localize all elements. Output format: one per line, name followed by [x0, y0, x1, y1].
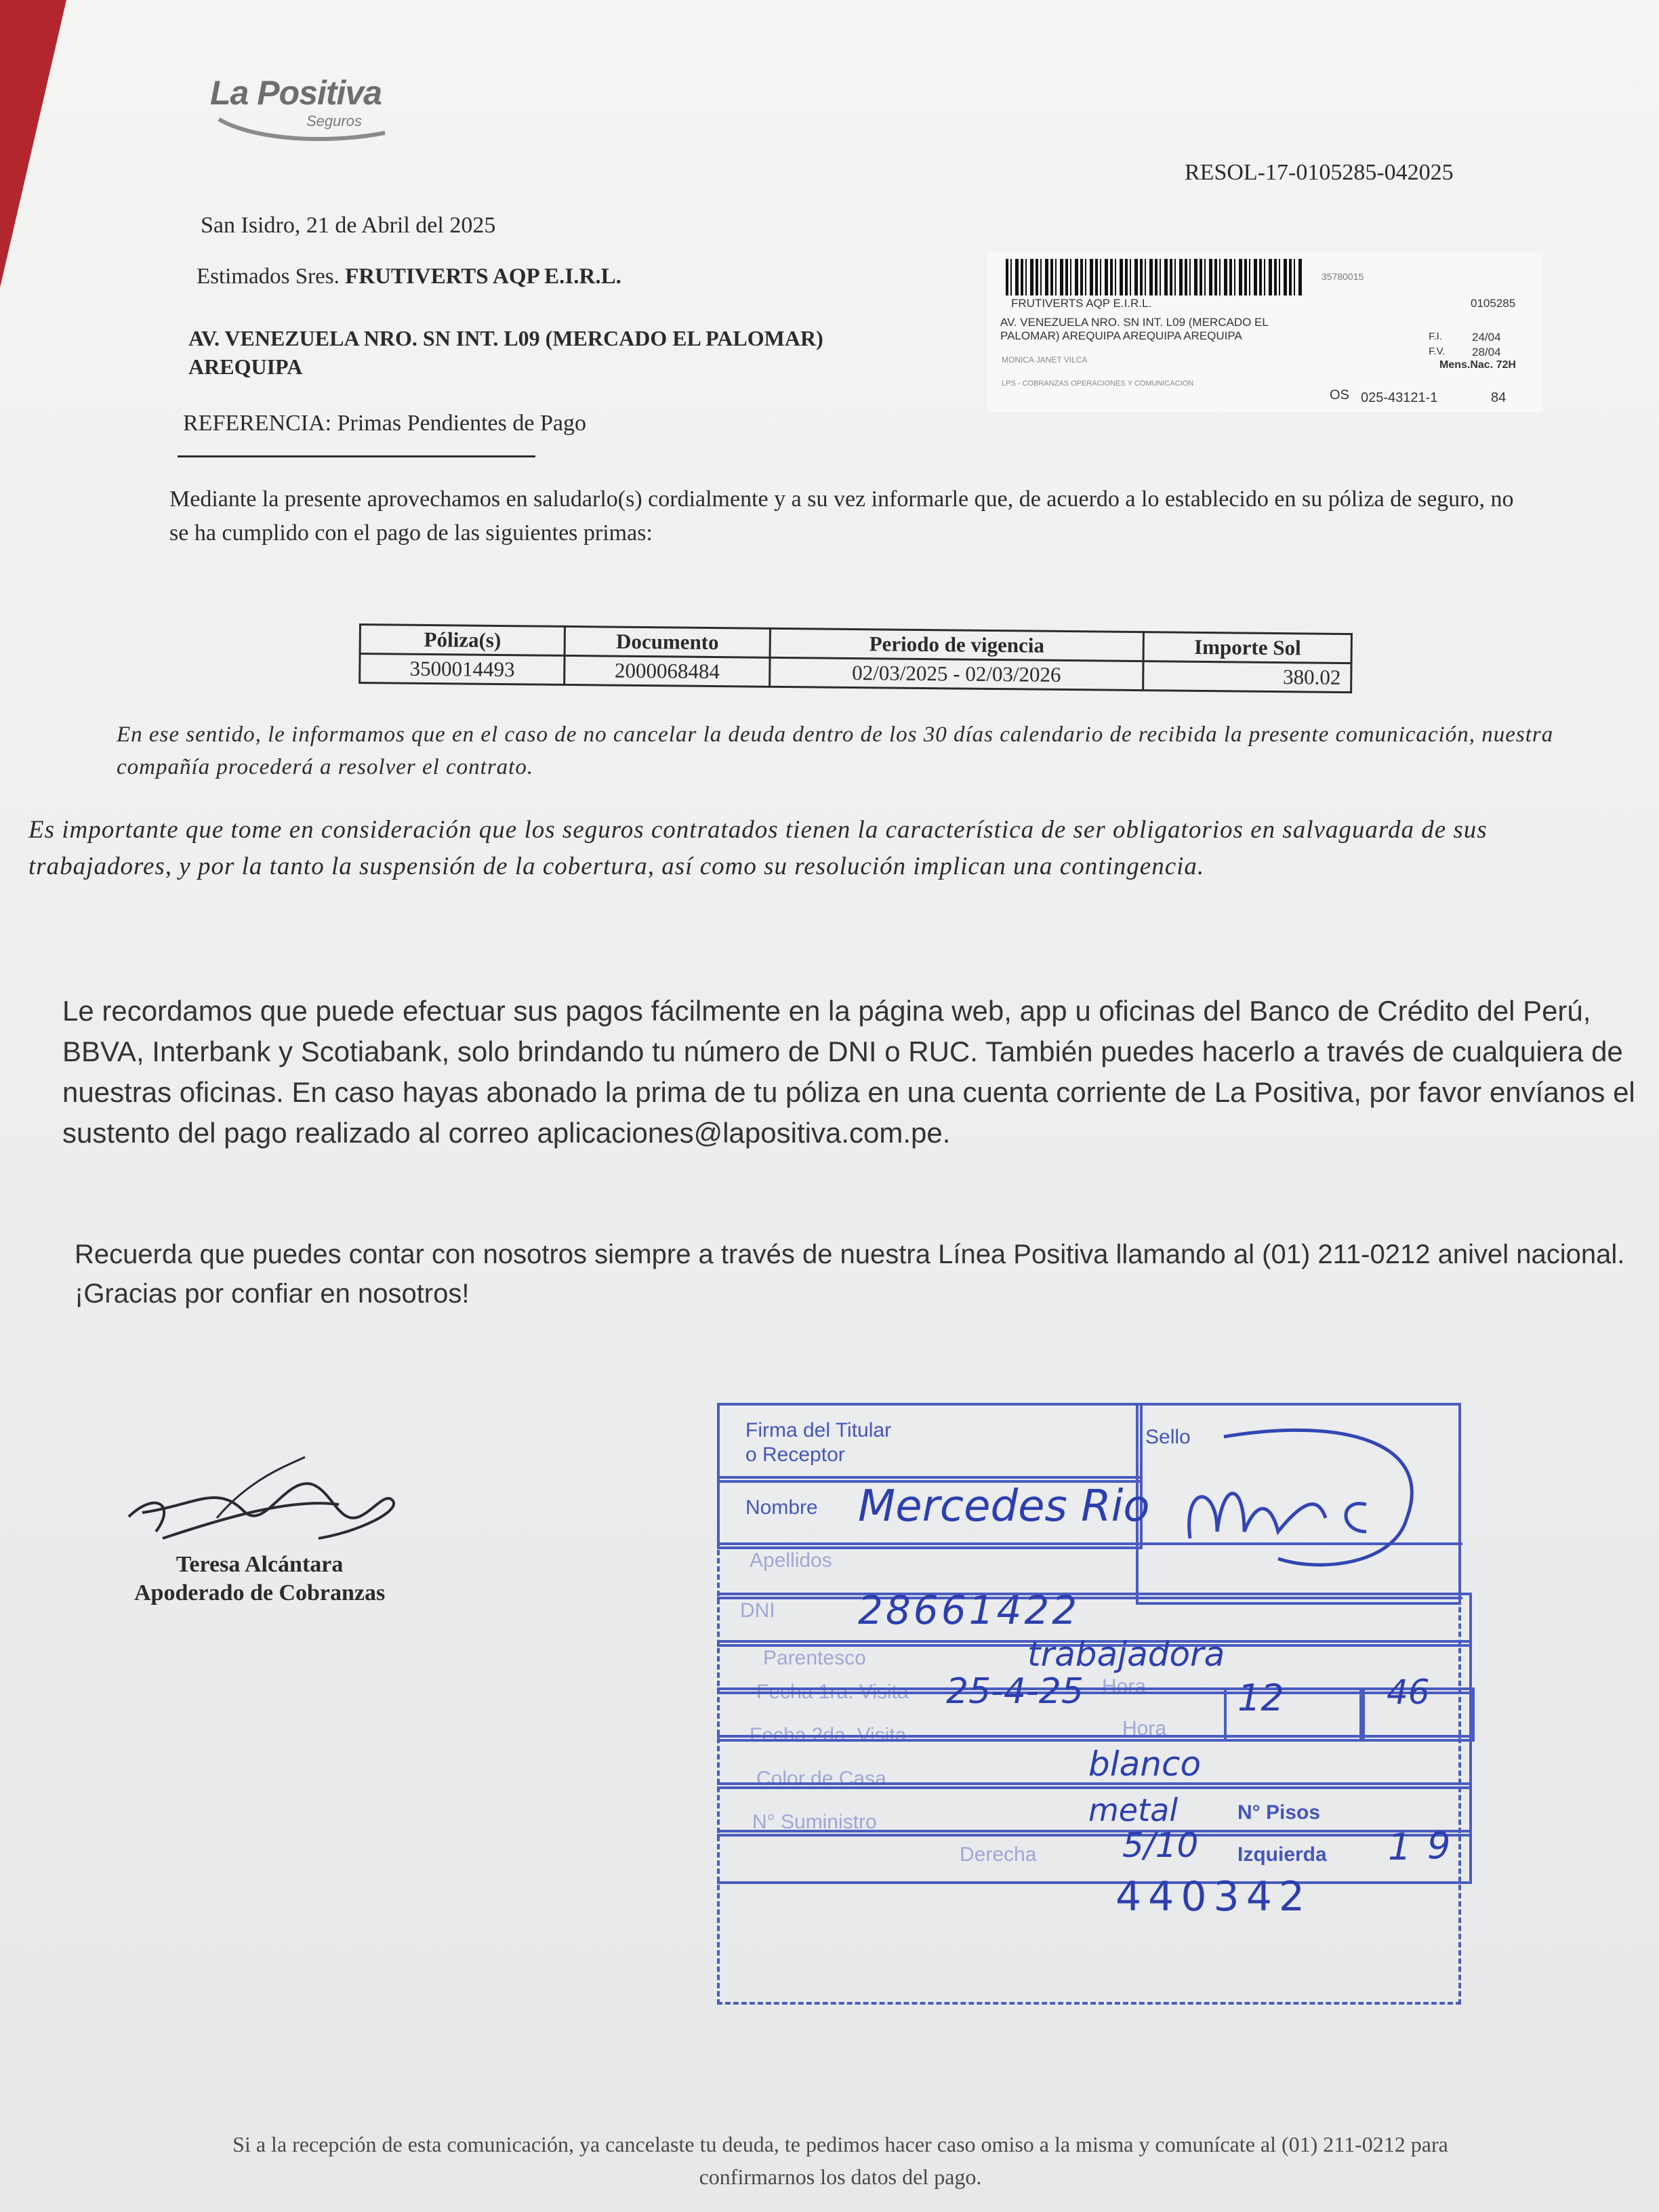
stamp-label-casa: Color de Casa	[756, 1767, 886, 1790]
label-service: Mens.Nac. 72H	[1439, 359, 1516, 371]
payment-paragraph: Le recordamos que puede efectuar sus pagos fácilmente en la página web, app u oficinas del Banco de Crédito del Perú, BBVA, Interbank y Scotiabank, solo brindando tu número de DNI o RUC. También puedes hacerlo a través de cualquiera de nuestras oficinas. En caso hayas abonado la prima de tu póliza en una cuenta corriente de La Positiva, por favor envíanos el sustento del pago realizado al correo aplicaciones@lapositiva.com.pe.	[62, 995, 1635, 1149]
handwritten-floors-2: 9	[1427, 1824, 1451, 1867]
reference-underline	[178, 455, 535, 457]
signer-title: Apoderado de Cobranzas	[134, 1580, 386, 1605]
logo-swoosh-icon	[216, 114, 392, 148]
policy-number: 3500014493	[360, 654, 565, 685]
stamp-label-izquierda: Izquierda	[1237, 1843, 1327, 1866]
mailing-label	[987, 252, 1542, 412]
handwritten-dni: 28661422	[858, 1587, 1080, 1633]
table-header: Periodo de vigencia	[770, 628, 1144, 661]
signature-icon	[115, 1437, 427, 1552]
label-fv: F.V.	[1429, 346, 1446, 357]
stamp-label-sello: Sello	[1145, 1426, 1191, 1448]
stamp-label-apellidos: Apellidos	[750, 1549, 832, 1572]
logo-subtitle: Seguros	[306, 112, 362, 129]
handwritten-floors: 1	[1388, 1826, 1412, 1868]
barcode-icon	[1006, 259, 1304, 295]
stamp-label-visita1: Fecha 1ra. Visita	[756, 1681, 909, 1703]
warning-paragraph: En ese sentido, le informamos que en el caso de no cancelar la deuda dentro de los 30 días calendario de recibida la presente comunicación, nuestra compañía procederá a resolver el contrato.	[117, 722, 1554, 779]
handwritten-date: 25-4-25	[946, 1671, 1084, 1712]
label-dept: LPS - COBRANZAS OPERACIONES Y COMUNICACION	[1002, 380, 1194, 388]
table-header: Importe Sol	[1143, 632, 1351, 663]
table-header: Documento	[565, 626, 770, 657]
letter-date: San Isidro, 21 de Abril del 2025	[201, 213, 496, 238]
stamp-label-firma: Firma del Titular	[745, 1419, 892, 1441]
stamp-cell	[717, 1403, 1143, 1483]
handwritten-minutes: 46	[1387, 1673, 1430, 1712]
stamp-label-hora2: Hora	[1122, 1717, 1167, 1740]
stamp-label-pisos: N° Pisos	[1237, 1801, 1321, 1824]
label-os-extra: 84	[1491, 390, 1507, 405]
amount: 380.02	[1143, 661, 1351, 693]
label-address: AV. VENEZUELA NRO. SN INT. L09 (MERCADO EL	[1000, 316, 1269, 329]
label-number: 0105285	[1471, 297, 1516, 310]
seal-signature-icon	[1143, 1403, 1454, 1593]
label-address: PALOMAR) AREQUIPA AREQUIPA AREQUIPA	[1000, 329, 1242, 342]
handwritten-material: metal	[1088, 1792, 1179, 1828]
handwritten-color: blanco	[1088, 1744, 1202, 1784]
address-line: AREQUIPA	[188, 354, 303, 379]
signer-name: Teresa Alcántara	[176, 1552, 344, 1577]
table-header: Póliza(s)	[360, 625, 565, 656]
stamp-label-visita2: Fecha 2da. Visita	[750, 1724, 907, 1746]
stamp-label-parentesco: Parentesco	[763, 1647, 866, 1669]
document-number: 2000068484	[565, 655, 770, 687]
intro-paragraph: Mediante la presente aprovechamos en saludarlo(s) cordialmente y a su vez informarle que, de acuerdo a lo establecido en su póliza de seguro, no se ha cumplido con el pago de las siguientes primas:	[169, 487, 1514, 546]
salutation	[197, 264, 621, 289]
recipient-company: FRUTIVERTS AQP E.I.R.L.	[345, 264, 621, 289]
importance-paragraph: Es importante que tome en consideración que los seguros contratados tienen la característica de ser obligatorios en salvaguarda de sus trabajadores, y por la tanto la suspensión de la cobertura, así como su resolución implican una contingencia.	[28, 816, 1488, 880]
label-os-value: 025-43121-1	[1361, 390, 1438, 405]
handwritten-supply: 440342	[1115, 1873, 1312, 1921]
label-fv-value: 28/04	[1472, 346, 1501, 359]
stamp-label-hora: Hora	[1102, 1675, 1147, 1698]
stamp-label-firma: o Receptor	[745, 1443, 845, 1466]
address-line: AV. VENEZUELA NRO. SN INT. L09 (MERCADO EL PALOMAR)	[188, 326, 823, 350]
stamp-cell	[717, 1830, 1472, 1884]
receipt-stamp	[709, 1396, 1481, 2006]
handwritten-relation: trabajadora	[1027, 1635, 1225, 1674]
label-fi-value: 24/04	[1472, 331, 1501, 344]
reference-line: REFERENCIA: Primas Pendientes de Pago	[183, 411, 586, 436]
label-fi: F.I.	[1429, 331, 1443, 342]
label-person: MONICA JANET VILCA	[1002, 355, 1088, 365]
label-os: OS	[1330, 388, 1349, 403]
handwritten-name: Mercedes Rio	[858, 1481, 1150, 1532]
handwritten-hour: 12	[1237, 1677, 1284, 1719]
handwritten-ref: 5/10	[1122, 1826, 1199, 1865]
footer-note: Si a la recepción de esta comunicación, ya cancelaste tu deuda, te pedimos hacer caso omiso a la misma y comunícate al (01) 211-0212 para confirmarnos los datos del pago.	[232, 2132, 1448, 2189]
premiums-table	[359, 623, 1353, 693]
stamp-label-derecha: Derecha	[960, 1843, 1037, 1866]
stamp-label-nombre: Nombre	[745, 1496, 818, 1519]
signer-block	[134, 1551, 385, 1607]
salutation-prefix: Estimados Sres.	[197, 264, 340, 289]
validity-period: 02/03/2025 - 02/03/2026	[769, 657, 1143, 690]
contact-paragraph: Recuerda que puedes contar con nosotros siempre a través de nuestra Línea Positiva llamando al (01) 211-0212 anivel nacional. ¡Gracias por confiar en nosotros!	[75, 1240, 1625, 1309]
stamp-label-suministro: N° Suministro	[752, 1811, 877, 1833]
stamp-label-dni: DNI	[740, 1599, 775, 1622]
recipient-address	[188, 324, 961, 381]
label-code: 35780015	[1322, 271, 1364, 282]
company-logo: La Positiva	[210, 74, 382, 112]
resolution-code: RESOL-17-0105285-042025	[1185, 160, 1454, 185]
label-name: FRUTIVERTS AQP E.I.R.L.	[1011, 297, 1152, 310]
